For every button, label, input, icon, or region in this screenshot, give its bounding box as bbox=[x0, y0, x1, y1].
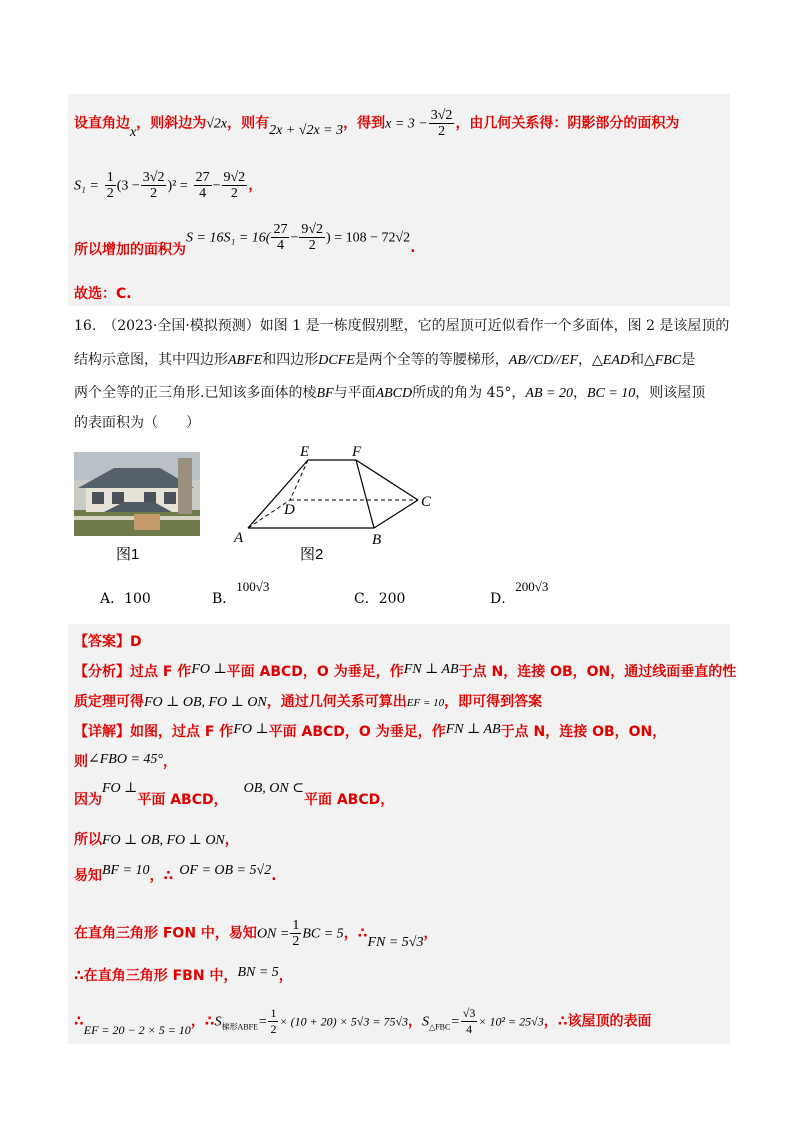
edge-ED bbox=[290, 460, 308, 500]
analysis-line-1: 【分析】过点 F 作FO ⊥平面 ABCD，O 为垂足，作FN ⊥ AB于点 N，连接 OB，ON，通过线面垂直的性 bbox=[74, 662, 737, 680]
edge-AE bbox=[248, 460, 308, 528]
house-photo-drawing bbox=[74, 452, 200, 536]
question-line-4: 的表面积为（ ） bbox=[74, 415, 200, 431]
detail-line-8: ∴EF = 20 − 2 × 5 = 10，$\therefore S_{梯形ABFE}=$ $\frac{1}{2}$ × (10 + 20) × 5√3 = 75√3，$S_{\triangle FBC}=$ $\frac{√3}{4}$ × 10² = 25√3，∴该屋顶的表面 bbox=[74, 1006, 652, 1037]
vertex-label-E: E bbox=[300, 444, 310, 460]
edge-BC bbox=[374, 500, 418, 528]
roof-structure-diagram bbox=[226, 440, 446, 550]
question-line-1: 16. （2023·全国·模拟预测）如图 1 是一栋度假别墅，它的屋顶可近似看作一个多面体，图 2 是该屋顶的 bbox=[74, 318, 730, 334]
vertex-label-C: C bbox=[421, 494, 432, 510]
detail-line-5: 易知BF = 10，∴ OF = OB = 5√2. bbox=[74, 863, 277, 884]
vertex-label-D: D bbox=[284, 502, 295, 518]
detail-line-4: 所以FO ⊥ OB, FO ⊥ ON， bbox=[74, 832, 239, 848]
vertex-label-F: F bbox=[352, 444, 362, 460]
figure-1-caption: 图1 bbox=[116, 546, 140, 563]
answer-line: 【答案】D bbox=[74, 634, 142, 650]
vertex-label-B: B bbox=[372, 532, 382, 548]
question-line-2: 结构示意图，其中四边形ABFE和四边形DCFE是两个全等的等腰梯形，AB//CD//EF，△EAD和△FBC是 bbox=[74, 352, 696, 368]
solution-line-1: 设直角边x，则斜边为√2x，则有2x + √2x = 3，得到x = 3 − $\frac{3√2}{2}$ ，由几何关系得：阴影部分的面积为 bbox=[74, 108, 680, 140]
analysis-line-2: 质定理可得FO ⊥ OB, FO ⊥ ON，通过几何关系可算出EF = 10，即可得到答案 bbox=[74, 694, 543, 710]
figure-2-caption: 图2 bbox=[300, 546, 324, 563]
detail-line-6: 在直角三角形 FON 中，易知ON = $\frac{1}{2}$ BC = 5，∴FN = 5√3， bbox=[74, 918, 438, 950]
solution-line-increase: 所以增加的面积为S = 16S₁ = 16( $\frac{27}{4}$ − $\frac{9√2}{2}$ ) = 108 − 72√2. bbox=[74, 222, 416, 258]
solution-line-s1: S₁ = $\frac{1}{2}$ (3 − $\frac{3√2}{2}$ )² = $\frac{27}{4}$ − $\frac{9√2}{2}$ ， bbox=[74, 170, 263, 201]
solution-choice: 故选：C. bbox=[74, 286, 132, 302]
option-b[interactable]: B．100√3 bbox=[212, 579, 270, 607]
detail-line-7: ∴在直角三角形 FBN 中，BN = 5， bbox=[74, 965, 293, 984]
option-a[interactable]: A．100 bbox=[100, 591, 151, 607]
detail-line-2: 则∠FBO = 45°， bbox=[74, 752, 177, 770]
detail-line-1: 【详解】如图，过点 F 作FO ⊥平面 ABCD，O 为垂足，作FN ⊥ AB于点 N，连接 OB，ON， bbox=[74, 722, 667, 740]
house-photo bbox=[74, 452, 200, 536]
question-line-3: 两个全等的正三角形.已知该多面体的棱BF与平面ABCD所成的角为 45°，AB = 20，BC = 10，则该屋顶 bbox=[74, 385, 706, 401]
vertex-label-A: A bbox=[234, 530, 244, 546]
detail-line-3: 因为FO ⊥平面 ABCD，OB, ON ⊂平面 ABCD， bbox=[74, 781, 395, 808]
option-d[interactable]: D．200√3 bbox=[490, 579, 549, 607]
option-c[interactable]: C．200 bbox=[354, 591, 406, 607]
